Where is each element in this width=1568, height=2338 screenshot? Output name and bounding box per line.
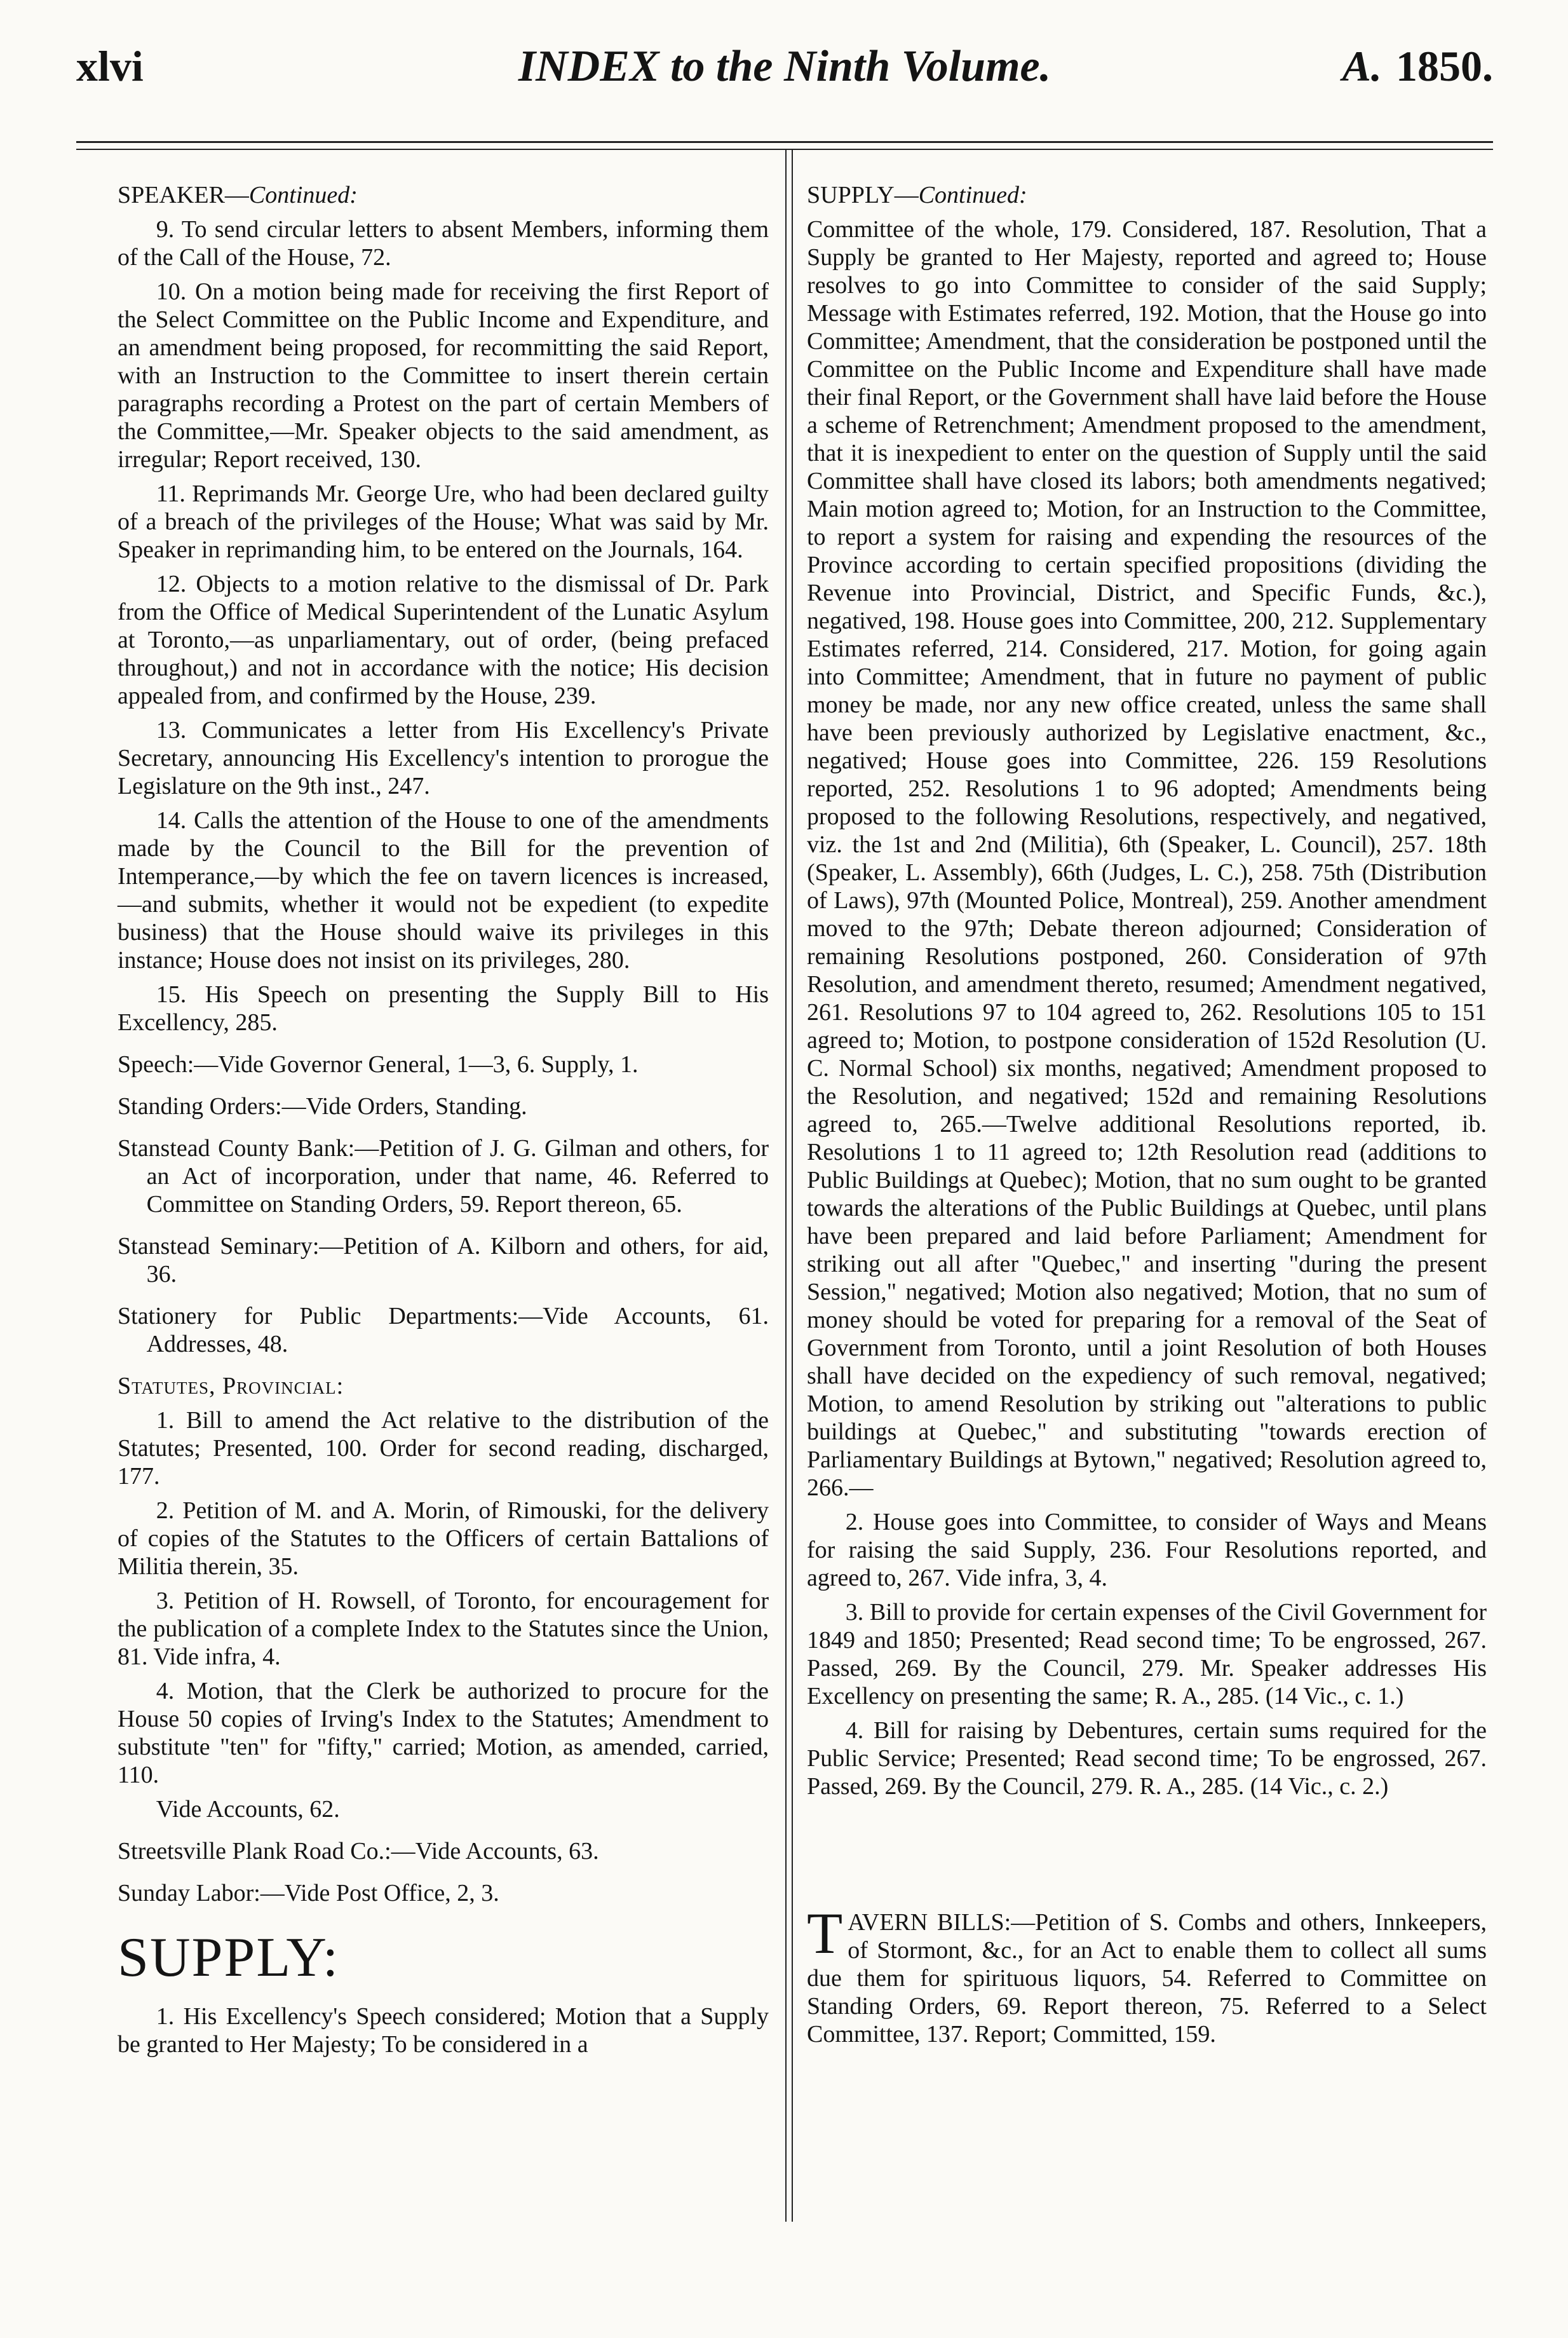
speaker-item-10: 10. On a motion being made for receiving the first Report of the Select Committee on the Public Income and Expenditure, and an amendment being proposed, for recommitting the said Report, with an Instruction to the Committee to insert therein certain paragraphs recording a Protest on the part of certain Members of the Committee,—Mr. Speaker objects to the said amendment, as irregular; Report received, 130.: [118, 278, 769, 473]
page-number: xlvi: [76, 42, 144, 90]
supply-item-1: 1. His Excellency's Speech considered; Motion that a Supply be granted to Her Majesty; To be considered in a: [118, 2003, 769, 2058]
entry-tavern-bills: [807, 1901, 1487, 2048]
entry-speech: Speech:—Vide Governor General, 1—3, 6. Supply, 1.: [118, 1051, 639, 1078]
entry-stanstead-bank: Stanstead County Bank:—Petition of J. G. Gilman and others, for an Act of incorporation, under that name, 46. Referred to Committee on Standing Orders, 59. Report thereon, 65.: [118, 1135, 769, 1218]
speaker-item-11: 11. Reprimands Mr. George Ure, who had been declared guilty of a breach of the privileges of the House; What was said by Mr. Speaker in reprimanding him, to be entered on the Journals, 164.: [118, 480, 769, 563]
supply-item-1-continued: Committee of the whole, 179. Considered, 187. Resolution, That a Supply be granted to Her Majesty, reported and agreed to; House resolves to go into Committee to consider of the said Supply; Message with Estimates referred, 192. Motion, that the House go into Committee; Amendment, that the consideration be postponed until the Committee on the Public Income and Expenditure shall have made their final Report, or the Government shall have laid before the House a scheme of Retrenchment; Amendment proposed to the amendment, that it is inexpedient to enter on the question of Supply until the said Committee shall have closed its labors; both amendments negatived; Main motion agreed to; Motion, for an Instruction to the Committee, to report a system for raising and expending the resources of the Province according to certain specified propositions (dividing the Revenue into Provincial, District, and Specific Funds, &c.), negatived, 198. House goes into Committee, 200, 212. Supplementary Estimates referred, 214. Considered, 217. Motion, for going again into Committee; Amendment, that in future no payment of public money be made, nor any new office created, unless the same shall have been previously authorized by Legislative enactment, &c., negatived; House goes into Committee, 226. 159 Resolutions reported, 252. Resolutions 1 to 96 adopted; Amendments being proposed to the following Resolutions, respectively, and negatived, viz. the 1st and 2nd (Militia), 6th (Speaker, L. Council), 257. 18th (Speaker, L. Assembly), 66th (Judges, L. C.), 258. 75th (Distribution of Laws), 97th (Mounted Police, Montreal), 259. Another amendment moved to the 97th; Debate thereon adjourned; Consideration of remaining Resolutions postponed, 260. Consideration of 97th Resolution, and amendment thereto, resumed; Amendment negatived, 261. Resolutions 97 to 104 agreed to, 262. Resolutions 105 to 151 agreed to; Motion, to postpone consideration of 152d Resolution (U. C. Normal School) six months, negatived; Amendment proposed to the Resolution, and negatived; 152d and remaining Resolutions agreed to, 265.—Twelve additional Resolutions reported, ib. Resolutions 1 to 11 agreed to; 12th Resolution read (additions to Public Buildings at Quebec); Motion, that no sum ought to be granted towards the alterations of the Public Buildings at Quebec, until plans have been prepared and laid before Parliament; Amendment for striking out all after "Quebec," and inserting "during the present Session," negatived; Motion also negatived; Motion, that no sum of money should be voted for preparing for a removal of the Seat of Government from Toronto, until a joint Resolution of both Houses shall have decided on the expediency of such removal, negatived; Motion, to amend Resolution by striking out "alterations to public buildings at Quebec," and substituting "towards erection of Parliamentary Buildings at Bytown," negatived; Resolution agreed to, 266.—: [807, 216, 1487, 1501]
running-title: INDEX to the Ninth Volume.: [518, 42, 1051, 91]
entry-sunday-labor: Sunday Labor:—Vide Post Office, 2, 3.: [118, 1880, 499, 1906]
speaker-item-13: 13. Communicates a letter from His Excellency's Private Secretary, announcing His Excellency's intention to prorogue the Legislature on the 9th inst., 247.: [118, 717, 769, 799]
supply-item-2: 2. House goes into Committee, to consider of Ways and Means for raising the said Supply, 236. Four Resolutions reported, and agreed to, 267. Vide infra, 3, 4.: [807, 1509, 1487, 1591]
right-column: [807, 181, 1487, 2055]
supply-section-heading: SUPPLY:: [118, 1927, 340, 1988]
supply-continued: Continued:: [918, 182, 1027, 208]
entry-stationery: Stationery for Public Departments:—Vide Accounts, 61. Addresses, 48.: [118, 1303, 769, 1357]
header-rule-thick: [76, 141, 1493, 143]
statutes-item-3: 3. Petition of H. Rowsell, of Toronto, for encouragement for the publication of a complete Index to the Statutes since the Union, 81. Vide infra, 4.: [118, 1587, 769, 1670]
tavern-text: AVERN BILLS:—Petition of S. Combs and others, Innkeepers, of Stormont, &c., for an Act to enable them to collect all sums due them for spirituous liquors, 54. Referred to Committee on Standing Orders, 69. Report thereon, 75. Referred to a Select Committee, 137. Report; Committed, 159.: [807, 1909, 1487, 2048]
supply-item-4: 4. Bill for raising by Debentures, certain sums required for the Public Service; Presented; Read second time; To be engrossed, 267. Passed, 269. By the Council, 279. R. A., 285. (14 Vic., c. 2.): [807, 1717, 1487, 1800]
statutes-item-4: 4. Motion, that the Clerk be authorized to procure for the House 50 copies of Irving's Index to the Statutes; Amendment to substitute "ten" for "fifty," carried; Motion, as amended, carried, 110.: [118, 1678, 769, 1788]
speaker-item-14: 14. Calls the attention of the House to one of the amendments made by the Council to the Bill for the prevention of Intemperance,—by which the fee on tavern licences is increased,—and submits, whether it would not be expedient (to expedite business) that the House should waive its privileges in this instance; House does not insist on its privileges, 280.: [118, 807, 769, 974]
entry-standing-orders: Standing Orders:—Vide Orders, Standing.: [118, 1093, 527, 1120]
speaker-continued: Continued:: [248, 182, 358, 208]
column-divider-right: [792, 150, 793, 2222]
speaker-heading: [118, 181, 769, 209]
page-header: [76, 35, 1493, 124]
entry-stanstead-seminary: Stanstead Seminary:—Petition of A. Kilborn and others, for aid, 36.: [118, 1233, 769, 1288]
entry-streetsville: Streetsville Plank Road Co.:—Vide Accounts, 63.: [118, 1838, 599, 1865]
statutes-item-1: 1. Bill to amend the Act relative to the distribution of the Statutes; Presented, 100. Order for second reading, discharged, 177.: [118, 1407, 769, 1490]
speaker-head-text: SPEAKER—: [118, 182, 249, 208]
tavern-drop-initial: T: [807, 1901, 843, 1966]
sheet-and-year: [1342, 41, 1493, 92]
statutes-vide: Vide Accounts, 62.: [156, 1796, 340, 1823]
supply-continued-heading: [807, 181, 1487, 209]
speaker-item-12: 12. Objects to a motion relative to the dismissal of Dr. Park from the Office of Medical Superintendent of the Lunatic Asylum at Toronto,—as unparliamentary, out of order, (being prefaced throughout,) and not in accordance with the notice; His decision appealed from, and confirmed by the House, 239.: [118, 571, 769, 709]
sheet-letter: A.: [1342, 42, 1382, 90]
column-divider-left: [785, 150, 787, 2222]
statutes-item-2: 2. Petition of M. and A. Morin, of Rimouski, for the delivery of copies of the Statutes to the Officers of certain Battalions of Militia therein, 35.: [118, 1497, 769, 1580]
supply-item-3: 3. Bill to provide for certain expenses of the Civil Government for 1849 and 1850; Presented; Read second time; To be engrossed, 267. Passed, 269. By the Council, 279. Mr. Speaker addresses His Excellency on presenting the same; R. A., 285. (14 Vic., c. 1.): [807, 1599, 1487, 1709]
speaker-item-9: 9. To send circular letters to absent Members, informing them of the Call of the House, 72.: [118, 216, 769, 271]
year: 1850.: [1396, 42, 1493, 90]
supply-head-text: SUPPLY—: [807, 182, 919, 208]
statutes-heading: Statutes, Provincial:: [118, 1373, 344, 1399]
left-column: [118, 181, 769, 2065]
header-rule-thin: [76, 149, 1493, 150]
speaker-item-15: 15. His Speech on presenting the Supply Bill to His Excellency, 285.: [118, 981, 769, 1036]
